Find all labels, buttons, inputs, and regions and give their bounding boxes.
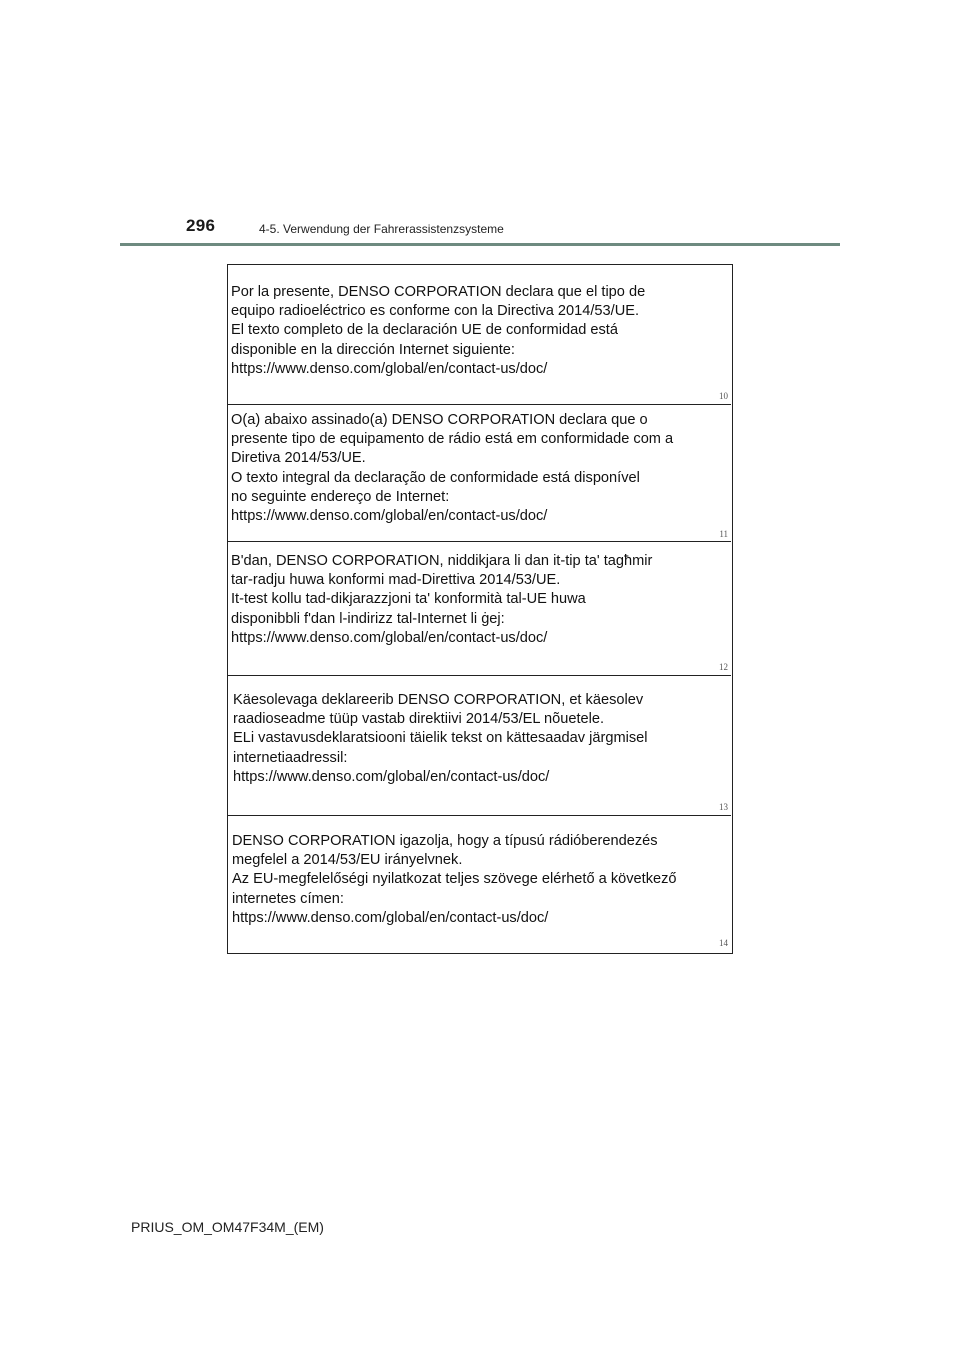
declaration-line: megfelel a 2014/53/EU irányelvnek. (232, 852, 463, 869)
declaration-line: Az EU-megfelelőségi nyilatkozat teljes szövege elérhető a következő (232, 871, 677, 888)
declaration-number: 13 (719, 802, 728, 812)
declarations-box (227, 264, 733, 954)
header-divider (120, 243, 840, 246)
declaration-number: 14 (719, 938, 728, 948)
declaration-line: Diretiva 2014/53/UE. (231, 450, 366, 467)
declaration-line: tar-radju huwa konformi mad-Direttiva 2014/53/UE. (231, 572, 561, 589)
declaration-line: equipo radioeléctrico es conforme con la Directiva 2014/53/UE. (231, 303, 640, 320)
declaration-text (232, 832, 713, 928)
declaration-line: disponibbli f'dan l-indirizz tal-Internet li ġej: (231, 610, 505, 627)
declaration-line: O(a) abaixo assinado(a) DENSO CORPORATION declara que o (231, 412, 648, 428)
declaration-line: https://www.denso.com/global/en/contact-us/doc/ (233, 768, 550, 785)
declaration-line: https://www.denso.com/global/en/contact-us/doc/ (231, 508, 548, 525)
page-number: 296 (186, 216, 216, 235)
declaration-mt (228, 542, 731, 676)
declaration-line: internetiaadressil: (233, 749, 348, 766)
declaration-pt (228, 405, 731, 542)
declaration-line: It-test kollu tad-dikjarazzjoni ta' konformità tal-UE huwa (231, 591, 586, 608)
declaration-line: Por la presente, DENSO CORPORATION declara que el tipo de (231, 284, 646, 300)
declaration-line: https://www.denso.com/global/en/contact-us/doc/ (231, 360, 548, 377)
declaration-line: https://www.denso.com/global/en/contact-us/doc/ (231, 629, 548, 646)
declaration-line: B'dan, DENSO CORPORATION, niddikjara li dan it-tip ta' tagħmir (231, 553, 653, 569)
declaration-line: Käesolevaga deklareerib DENSO CORPORATION, et käesolev (233, 692, 644, 708)
declaration-line: disponible en la dirección Internet siguiente: (231, 341, 515, 358)
declaration-text (233, 691, 713, 787)
declaration-line: https://www.denso.com/global/en/contact-us/doc/ (232, 909, 549, 926)
declaration-line: no seguinte endereço de Internet: (231, 488, 450, 505)
page-header (0, 0, 960, 250)
declaration-text (231, 283, 713, 379)
declaration-line: DENSO CORPORATION igazolja, hogy a típusú rádióberendezés (232, 833, 658, 849)
declaration-line: ELi vastavusdeklaratsiooni täielik tekst on kättesaadav järgmisel (233, 730, 648, 747)
declaration-line: O texto integral da declaração de conformidade está disponível (231, 469, 640, 486)
document-code: PRIUS_OM_OM47F34M_(EM) (131, 1219, 324, 1235)
declaration-line: internetes címen: (232, 890, 344, 907)
declaration-text (231, 552, 713, 648)
declaration-et (228, 676, 731, 816)
section-title: 4-5. Verwendung der Fahrerassistenzsysteme (259, 222, 504, 236)
declaration-hu (228, 816, 731, 953)
declaration-number: 10 (719, 391, 728, 401)
declaration-line: raadioseadme tüüp vastab direktiivi 2014/53/EL nõuetele. (233, 711, 605, 728)
declaration-text (231, 411, 713, 526)
declaration-line: El texto completo de la declaración UE de conformidad está (231, 322, 618, 339)
declaration-es (228, 265, 731, 405)
declaration-number: 12 (719, 662, 728, 672)
declaration-line: presente tipo de equipamento de rádio está em conformidade com a (231, 431, 674, 448)
declaration-number: 11 (719, 529, 728, 539)
